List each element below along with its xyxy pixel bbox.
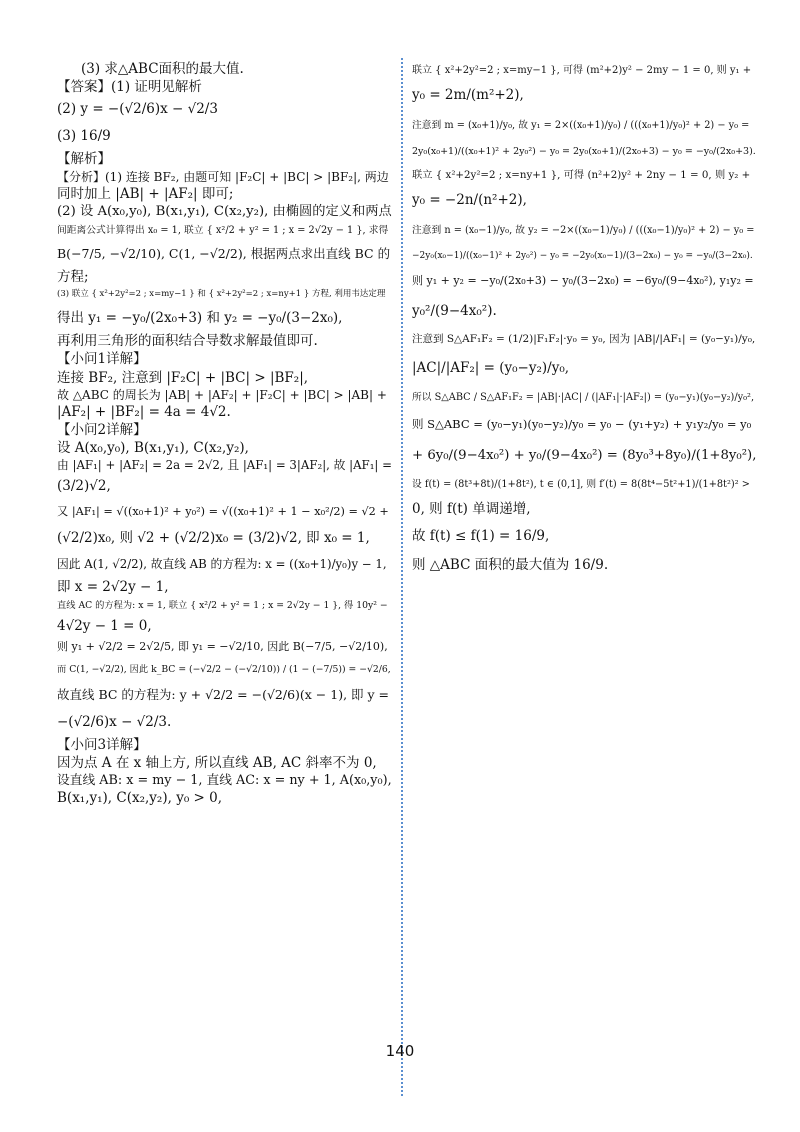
text-line: 设 f(t) = (8t³+8t)/(1+8t²), t ∈ (0,1], 则 f′(t) = 8(8t⁴−5t²+1)/(1+8t²)² > [412,478,750,490]
text-line: 【小问1详解】 [57,351,147,368]
text-line: 再利用三角形的面积结合导数求解最值即可. [57,333,318,350]
text-line: B(x₁,y₁), C(x₂,y₂), y₀ > 0, [57,790,223,807]
text-line: 【解析】 [57,151,111,168]
text-line: (√2/2)x₀, 则 √2 + (√2/2)x₀ = (3/2)√2, 即 x₀ = 1, [57,530,370,547]
text-line: 则 y₁ + y₂ = −y₀/(2x₀+3) − y₀/(3−2x₀) = −6y₀/(9−4x₀²), y₁y₂ = [412,274,754,288]
text-line: 0, 则 f(t) 单调递增, [412,501,531,518]
text-line: 而 C(1, −√2/2), 因此 k_BC = (−√2/2 − (−√2/10)) / (1 − (−7/5)) = −√2/6, [57,663,391,675]
text-line: y₀ = −2n/(n²+2), [412,192,527,209]
text-line: 注意到 m = (x₀+1)/y₀, 故 y₁ = 2×((x₀+1)/y₀) / (((x₀+1)/y₀)² + 2) − y₀ = [412,119,750,131]
text-line: 则 △ABC 面积的最大值为 16/9. [412,557,609,574]
text-line: −2y₀(x₀−1)/((x₀−1)² + 2y₀²) − y₀ = −2y₀(x₀−1)/(3−2x₀) − y₀ = −y₀/(3−2x₀). [412,251,753,262]
text-line: (3) 联立 { x²+2y²=2 ; x=my−1 } 和 { x²+2y²=2 ; x=ny+1 } 方程, 利用韦达定理 [57,288,386,299]
text-line: 4√2y − 1 = 0, [57,617,152,634]
text-line: B(−7/5, −√2/10), C(1, −√2/2), 根据两点求出直线 BC 的 [57,246,391,262]
text-line: 故直线 BC 的方程为: y + √2/2 = −(√2/6)(x − 1), 即 y = [57,687,390,703]
page-number: 140 [385,1042,415,1060]
text-line: (3) 求△ABC面积的最大值. [81,61,244,77]
text-line: 所以 S△ABC / S△AF₁F₂ = |AB|·|AC| / (|AF₁|·|AF₂|) = (y₀−y₁)(y₀−y₂)/y₀², [412,391,755,403]
text-line: (3) 16/9 [57,128,111,145]
text-line: 【答案】(1) 证明见解析 [57,79,202,96]
text-line: 则 S△ABC = (y₀−y₁)(y₀−y₂)/y₀ = y₀ − (y₁+y₂) + y₁y₂/y₀ = y₀ [412,417,752,432]
text-line: 得出 y₁ = −y₀/(2x₀+3) 和 y₂ = −y₀/(3−2x₀), [57,309,343,326]
text-line: 又 |AF₁| = √((x₀+1)² + y₀²) = √((x₀+1)² + 1 − x₀²/2) = √2 + [57,505,389,519]
text-line: 由 |AF₁| + |AF₂| = 2a = 2√2, 且 |AF₁| = 3|AF₂|, 故 |AF₁| = [57,457,392,472]
text-line: 连接 BF₂, 注意到 |F₂C| + |BC| > |BF₂|, [57,369,309,386]
text-line: 联立 { x²+2y²=2 ; x=my−1 }, 可得 (m²+2)y² − 2my − 1 = 0, 则 y₁ + [412,65,752,76]
text-line: 【分析】(1) 连接 BF₂, 由题可知 |F₂C| + |BC| > |BF₂|, 两边 [57,169,389,184]
text-line: 设 A(x₀,y₀), B(x₁,y₁), C(x₂,y₂), [57,440,249,457]
text-line: y₀ = 2m/(m²+2), [412,87,524,103]
left-column [57,60,392,1092]
column-divider [401,58,403,1096]
text-line: 直线 AC 的方程为: x = 1, 联立 { x²/2 + y² = 1 ; x = 2√2y − 1 }, 得 10y² − [57,600,388,612]
right-column [412,60,757,1092]
text-line: 注意到 n = (x₀−1)/y₀, 故 y₂ = −2×((x₀−1)/y₀) / (((x₀−1)/y₀)² + 2) − y₀ = [412,224,755,236]
text-line: 因此 A(1, √2/2), 故直线 AB 的方程为: x = ((x₀+1)/y₀)y − 1, [57,557,387,572]
text-line: |AC|/|AF₂| = (y₀−y₂)/y₀, [412,360,570,377]
text-line: −(√2/6)x − √2/3. [57,713,172,730]
text-line: 因为点 A 在 x 轴上方, 所以直线 AB, AC 斜率不为 0, [57,754,377,771]
text-line: 设直线 AB: x = my − 1, 直线 AC: x = ny + 1, A(x₀,y₀), [57,773,392,789]
text-line: 则 y₁ + √2/2 = 2√2/5, 即 y₁ = −√2/10, 因此 B(−7/5, −√2/10), [57,639,388,653]
text-line: 同时加上 |AB| + |AF₂| 即可; [57,185,234,202]
text-line: (2) 设 A(x₀,y₀), B(x₁,y₁), C(x₂,y₂), 由椭圆的定义和两点 [57,204,392,220]
text-line: 方程; [57,268,89,285]
text-line: 即 x = 2√2y − 1, [57,579,169,596]
text-line: + 6y₀/(9−4x₀²) + y₀/(9−4x₀²) = (8y₀³+8y₀)/(1+8y₀²), [412,448,757,464]
text-line: y₀²/(9−4x₀²). [412,302,497,319]
text-line: (2) y = −(√2/6)x − √2/3 [57,101,218,118]
text-line: 故 △ABC 的周长为 |AB| + |AF₂| + |F₂C| + |BC| > |AB| + [57,387,387,402]
text-line: 间距离公式计算得出 x₀ = 1, 联立 { x²/2 + y² = 1 ; x = 2√2y − 1 }, 求得 [57,224,389,236]
text-line: 故 f(t) ≤ f(1) = 16/9, [412,527,550,544]
text-line: 【小问2详解】 [57,422,147,439]
text-line: 联立 { x²+2y²=2 ; x=ny+1 }, 可得 (n²+2)y² + 2ny − 1 = 0, 则 y₂ + [412,168,751,181]
text-line: (3/2)√2, [57,478,111,495]
text-line: 【小问3详解】 [57,736,147,753]
text-line: 2y₀(x₀+1)/((x₀+1)² + 2y₀²) − y₀ = 2y₀(x₀+1)/(2x₀+3) − y₀ = −y₀/(2x₀+3). [412,145,756,157]
text-line: |AF₂| + |BF₂| = 4a = 4√2. [57,403,231,420]
text-line: 注意到 S△AF₁F₂ = (1/2)|F₁F₂|·y₀ = y₀, 因为 |AB|/|AF₁| = (y₀−y₁)/y₀, [412,333,756,346]
